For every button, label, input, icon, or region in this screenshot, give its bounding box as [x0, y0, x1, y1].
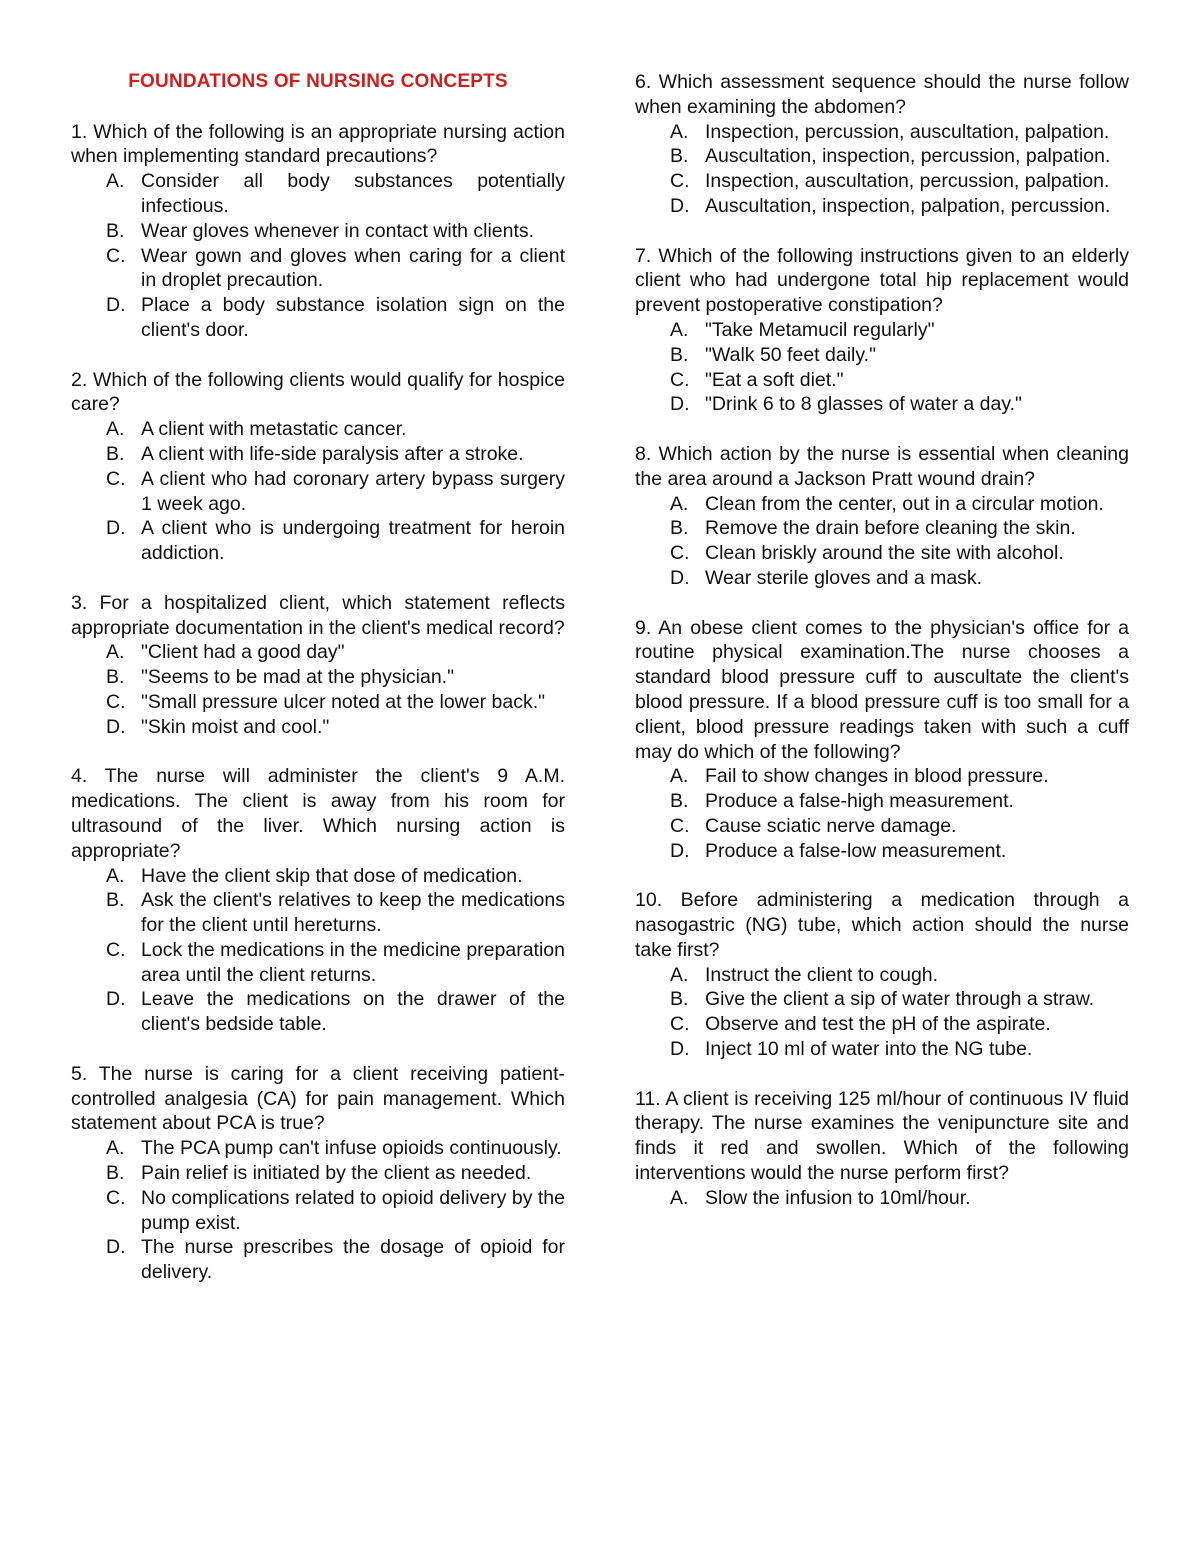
- option-letter: A.: [106, 864, 125, 887]
- question-number: 5.: [71, 1062, 88, 1085]
- question-1: [71, 120, 565, 343]
- option-letter: A.: [106, 170, 125, 193]
- question-number: 9.: [635, 616, 652, 639]
- option-letter: C.: [106, 467, 126, 490]
- option-letter: D.: [670, 194, 690, 217]
- question-body: For a hospitalized client, which statement reflects appropriate documentation in the client's medical record?: [71, 591, 566, 639]
- answer-option: [71, 690, 565, 715]
- option-text: "Take Metamucil regularly": [705, 318, 935, 341]
- answer-options: [635, 764, 1129, 863]
- answer-option: [635, 814, 1129, 839]
- option-text: Remove the drain before cleaning the skin.: [705, 517, 1076, 540]
- option-letter: C.: [106, 690, 126, 713]
- answer-option: [71, 888, 565, 938]
- option-letter: D.: [670, 566, 690, 589]
- answer-option: [635, 120, 1129, 145]
- question-text: [71, 764, 565, 863]
- option-letter: A.: [106, 641, 125, 664]
- option-text: Inject 10 ml of water into the NG tube.: [705, 1038, 1033, 1061]
- option-letter: B.: [106, 889, 125, 912]
- question-text: [635, 70, 1129, 120]
- answer-option: [71, 219, 565, 244]
- right-column: [635, 70, 1129, 1235]
- question-7: [635, 244, 1129, 418]
- option-letter: A.: [106, 1137, 125, 1160]
- question-text: [635, 1087, 1129, 1186]
- option-letter: A.: [670, 120, 689, 143]
- question-text: [71, 591, 565, 641]
- option-letter: A.: [670, 963, 689, 986]
- answer-option: [635, 541, 1129, 566]
- answer-option: [635, 516, 1129, 541]
- option-letter: D.: [106, 517, 126, 540]
- answer-option: [71, 1235, 565, 1285]
- option-text: Auscultation, inspection, percussion, palpation.: [705, 145, 1111, 168]
- option-text: "Walk 50 feet daily.": [705, 343, 876, 366]
- answer-options: [635, 318, 1129, 417]
- question-number: 10.: [635, 889, 663, 912]
- question-5: [71, 1062, 565, 1285]
- answer-option: [635, 194, 1129, 219]
- option-text: Auscultation, inspection, palpation, percussion.: [705, 194, 1111, 217]
- answer-option: [635, 392, 1129, 417]
- option-text: Consider all body substances potentially infectious.: [141, 170, 565, 217]
- question-body: Which action by the nurse is essential when cleaning the area around a Jackson Pratt wound drain?: [635, 442, 1129, 490]
- option-text: Slow the infusion to 10ml/hour.: [705, 1186, 971, 1209]
- question-number: 8.: [635, 442, 652, 465]
- question-text: [635, 616, 1129, 765]
- answer-options: [71, 417, 565, 566]
- answer-option: [71, 640, 565, 665]
- option-letter: C.: [670, 368, 690, 391]
- option-letter: D.: [106, 294, 126, 317]
- answer-option: [635, 1012, 1129, 1037]
- option-letter: D.: [670, 393, 690, 416]
- question-number: 3.: [71, 591, 88, 614]
- option-letter: D.: [670, 839, 690, 862]
- option-text: Observe and test the pH of the aspirate.: [705, 1013, 1051, 1036]
- option-letter: C.: [670, 170, 690, 193]
- option-letter: B.: [670, 790, 689, 813]
- answer-option: [71, 442, 565, 467]
- option-letter: B.: [670, 145, 689, 168]
- answer-option: [635, 963, 1129, 988]
- option-text: A client with life-side paralysis after a stroke.: [141, 442, 524, 465]
- answer-option: [71, 417, 565, 442]
- option-letter: B.: [670, 988, 689, 1011]
- option-text: "Eat a soft diet.": [705, 368, 844, 391]
- question-text: [635, 244, 1129, 318]
- answer-option: [635, 1037, 1129, 1062]
- question-2: [71, 368, 565, 566]
- question-body: The nurse is caring for a client receiving patient-controlled analgesia (CA) for pain management. Which statement about PCA is true?: [71, 1062, 565, 1135]
- option-letter: D.: [106, 715, 126, 738]
- option-text: A client with metastatic cancer.: [141, 418, 407, 441]
- answer-option: [635, 368, 1129, 393]
- option-letter: B.: [106, 666, 125, 689]
- option-text: Pain relief is initiated by the client as needed.: [141, 1162, 532, 1185]
- answer-option: [71, 516, 565, 566]
- answer-options: [71, 169, 565, 343]
- answer-option: [635, 566, 1129, 591]
- option-letter: A.: [670, 765, 689, 788]
- option-letter: A.: [670, 318, 689, 341]
- answer-option: [71, 665, 565, 690]
- answer-options: [71, 1136, 565, 1285]
- option-text: Inspection, percussion, auscultation, palpation.: [705, 120, 1110, 143]
- option-text: "Skin moist and cool.": [141, 715, 330, 738]
- option-letter: D.: [106, 988, 126, 1011]
- option-text: Wear gown and gloves when caring for a client in droplet precaution.: [141, 244, 565, 292]
- option-text: Place a body substance isolation sign on the client's door.: [141, 294, 565, 341]
- question-number: 2.: [71, 368, 88, 391]
- answer-option: [635, 839, 1129, 864]
- answer-option: [635, 169, 1129, 194]
- option-letter: A.: [670, 492, 689, 515]
- answer-option: [635, 987, 1129, 1012]
- answer-option: [71, 467, 565, 517]
- option-text: "Client had a good day": [141, 641, 345, 664]
- option-letter: B.: [670, 517, 689, 540]
- option-letter: B.: [106, 219, 125, 242]
- option-text: Clean from the center, out in a circular motion.: [705, 492, 1104, 515]
- option-text: Instruct the client to cough.: [705, 963, 939, 986]
- answer-options: [635, 963, 1129, 1062]
- answer-options: [71, 640, 565, 739]
- option-text: Wear gloves whenever in contact with clients.: [141, 219, 535, 242]
- question-body: Which of the following instructions given to an elderly client who had undergone total hip replacement would prevent postoperative constipation?: [635, 244, 1129, 317]
- answer-option: [635, 144, 1129, 169]
- question-body: Which of the following clients would qualify for hospice care?: [71, 368, 565, 416]
- option-text: Lock the medications in the medicine preparation area until the client returns.: [141, 938, 565, 986]
- answer-option: [71, 1136, 565, 1161]
- question-number: 7.: [635, 244, 652, 267]
- document-title: FOUNDATIONS OF NURSING CONCEPTS: [128, 71, 508, 92]
- answer-option: [635, 789, 1129, 814]
- answer-option: [71, 244, 565, 294]
- option-text: The nurse prescribes the dosage of opioid for delivery.: [141, 1236, 565, 1284]
- option-text: A client who had coronary artery bypass surgery 1 week ago.: [141, 467, 565, 515]
- option-text: "Drink 6 to 8 glasses of water a day.": [705, 393, 1022, 416]
- option-letter: C.: [670, 814, 690, 837]
- question-text: [71, 1062, 565, 1136]
- question-body: Before administering a medication through a nasogastric (NG) tube, which action should the nurse take first?: [635, 889, 1130, 961]
- option-letter: C.: [106, 938, 126, 961]
- option-text: Clean briskly around the site with alcohol.: [705, 542, 1064, 565]
- answer-option: [635, 318, 1129, 343]
- answer-option: [635, 492, 1129, 517]
- option-text: Give the client a sip of water through a straw.: [705, 988, 1095, 1011]
- option-text: Fail to show changes in blood pressure.: [705, 765, 1049, 788]
- question-body: Which assessment sequence should the nurse follow when examining the abdomen?: [635, 71, 1130, 118]
- question-body: The nurse will administer the client's 9 A.M. medications. The client is away from his room for ultrasound of the liver. Which nursing action is appropriate?: [71, 765, 565, 862]
- answer-option: [71, 1161, 565, 1186]
- option-text: A client who is undergoing treatment for heroin addiction.: [141, 517, 565, 565]
- answer-option: [71, 1186, 565, 1236]
- question-body: Which of the following is an appropriate nursing action when implementing standard precautions?: [71, 120, 566, 168]
- option-letter: C.: [106, 1186, 126, 1209]
- question-text: [71, 368, 565, 418]
- option-text: Inspection, auscultation, percussion, palpation.: [705, 170, 1110, 193]
- option-text: Leave the medications on the drawer of the client's bedside table.: [141, 988, 565, 1036]
- answer-options: [635, 120, 1129, 219]
- question-text: [635, 888, 1129, 962]
- question-6: [635, 70, 1129, 219]
- answer-option: [635, 1186, 1129, 1211]
- question-number: 6.: [635, 71, 652, 93]
- option-text: "Seems to be mad at the physician.": [141, 666, 455, 689]
- option-text: Have the client skip that dose of medication.: [141, 864, 523, 887]
- option-letter: B.: [670, 343, 689, 366]
- question-body: An obese client comes to the physician's office for a routine physical examination.The nurse chooses a standard blood pressure cuff to auscultate the client's blood pressure. If a blood pressure cuff is too small for a client, blood pressure readings taken with such a cuff may do which of the following?: [635, 616, 1129, 763]
- question-8: [635, 442, 1129, 591]
- answer-option: [635, 764, 1129, 789]
- option-text: The PCA pump can't infuse opioids continuously.: [141, 1137, 562, 1160]
- question-10: [635, 888, 1129, 1062]
- question-text: [635, 442, 1129, 492]
- answer-option: [71, 169, 565, 219]
- answer-option: [71, 987, 565, 1037]
- option-text: No complications related to opioid delivery by the pump exist.: [141, 1186, 565, 1234]
- answer-option: [71, 715, 565, 740]
- answer-options: [71, 864, 565, 1038]
- option-text: Cause sciatic nerve damage.: [705, 814, 957, 837]
- option-letter: C.: [106, 244, 126, 267]
- option-letter: A.: [670, 1186, 689, 1209]
- option-letter: C.: [670, 1013, 690, 1036]
- option-text: Produce a false-low measurement.: [705, 839, 1007, 862]
- option-letter: B.: [106, 1162, 125, 1185]
- option-letter: B.: [106, 442, 125, 465]
- question-number: 1.: [71, 120, 88, 143]
- option-text: "Small pressure ulcer noted at the lower back.": [141, 690, 546, 713]
- answer-options: [635, 492, 1129, 591]
- answer-options: [635, 1186, 1129, 1211]
- option-letter: D.: [670, 1038, 690, 1061]
- option-text: Wear sterile gloves and a mask.: [705, 566, 983, 589]
- option-text: Ask the client's relatives to keep the medications for the client until hereturns.: [141, 889, 565, 937]
- answer-option: [635, 343, 1129, 368]
- option-letter: A.: [106, 418, 125, 441]
- answer-option: [71, 938, 565, 988]
- answer-option: [71, 864, 565, 889]
- question-4: [71, 764, 565, 1037]
- question-text: [71, 120, 565, 170]
- option-letter: C.: [670, 542, 690, 565]
- option-text: Produce a false-high measurement.: [705, 790, 1014, 813]
- question-9: [635, 616, 1129, 864]
- option-letter: D.: [106, 1236, 126, 1259]
- question-3: [71, 591, 565, 740]
- question-number: 4.: [71, 765, 88, 788]
- question-number: 11.: [635, 1087, 661, 1110]
- question-body: A client is receiving 125 ml/hour of continuous IV fluid therapy. The nurse examines the venipuncture site and finds it red and swollen. Which of the following interventions would the nurse perform first?: [635, 1087, 1130, 1185]
- question-11: [635, 1087, 1129, 1211]
- left-column: [71, 70, 565, 1310]
- answer-option: [71, 293, 565, 343]
